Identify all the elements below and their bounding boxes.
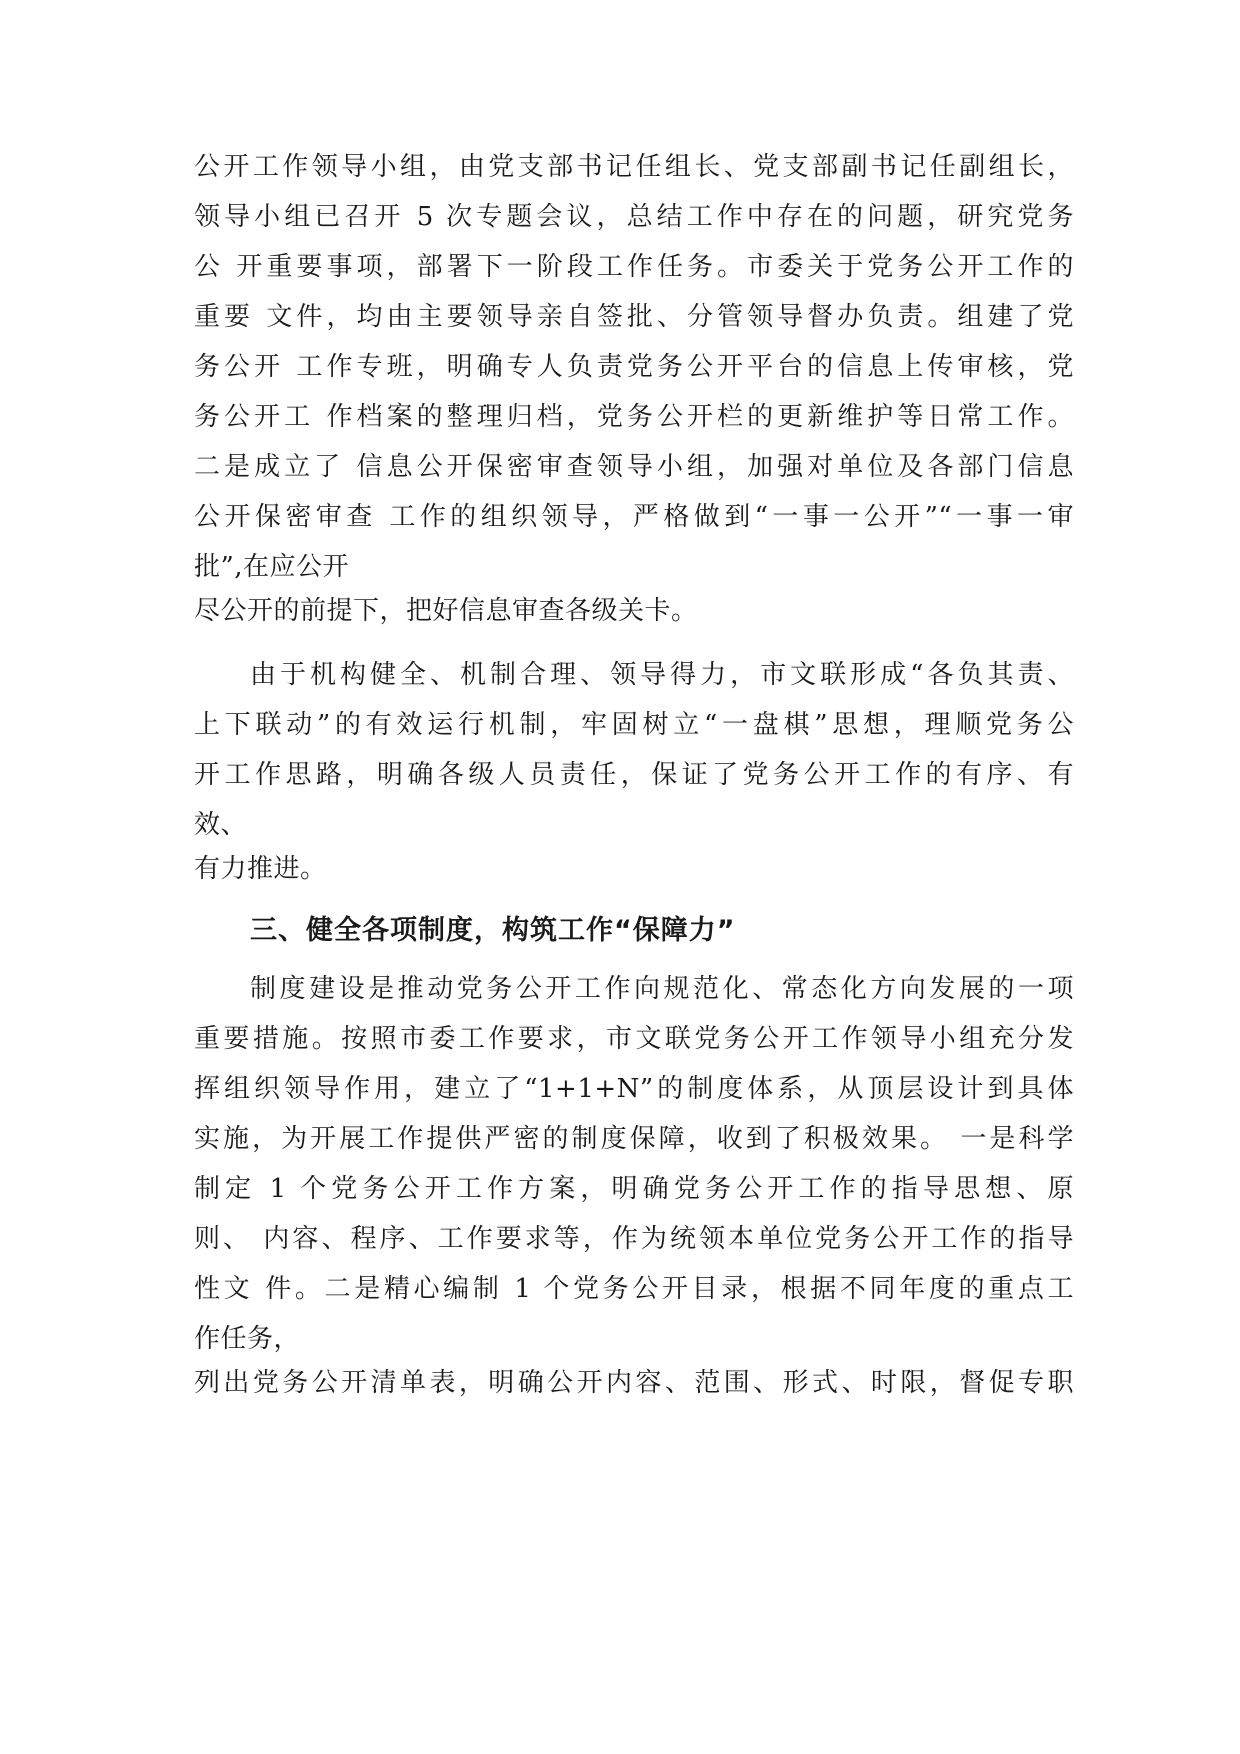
text-line: 效、 <box>194 810 248 840</box>
text-line: 务公开工 作档案的整理归档，党务公开栏的更新维护等日常工作。 <box>194 402 1074 432</box>
text-line: 公 开重要事项，部署下一阶段工作任务。市委关于党务公开工作的 <box>194 252 1074 282</box>
text-line: 上下联动”的有效运行机制，牢固树立“一盘棋”思想，理顺党务公 <box>194 710 1074 740</box>
text-line: 二是成立了 信息公开保密审查领导小组，加强对单位及各部门信息 <box>194 452 1074 482</box>
text-line: 性文 件。二是精心编制 1 个党务公开目录，根据不同年度的重点工 <box>194 1274 1074 1304</box>
text-line: 公开工作领导小组，由党支部书记任组长、党支部副书记任副组长， <box>194 152 1074 182</box>
text-line: 重要 文件，均由主要领导亲自签批、分管领导督办负责。组建了党 <box>194 302 1074 332</box>
text-line: 作任务， <box>194 1324 301 1354</box>
text-line: 领导小组已召开 5 次专题会议，总结工作中存在的问题，研究党务 <box>194 202 1074 232</box>
text-line: 则、 内容、程序、工作要求等，作为统领本单位党务公开工作的指导 <box>194 1224 1074 1254</box>
text-line: 实施，为开展工作提供严密的制度保障，收到了积极效果。 一是科学 <box>194 1124 1074 1154</box>
text-line: 挥组织领导作用，建立了“1+1+N”的制度体系，从顶层设计到具体 <box>194 1074 1074 1104</box>
text-line: 开工作思路，明确各级人员责任，保证了党务公开工作的有序、有 <box>194 760 1074 790</box>
text-line: 有力推进。 <box>194 854 327 884</box>
section-heading: 三、健全各项制度，构筑工作“保障力” <box>250 915 736 946</box>
paragraph-first-line: 制度建设是推动党务公开工作向规范化、常态化方向发展的一项 <box>250 974 1074 1004</box>
text-line: 公开保密审查 工作的组织领导，严格做到“一事一公开”“一事一审 <box>194 502 1074 532</box>
text-line: 列出党务公开清单表，明确公开内容、范围、形式、时限，督促专职 <box>194 1368 1074 1398</box>
text-line: 批”,在应公开 <box>194 552 350 582</box>
text-line: 尽公开的前提下，把好信息审查各级关卡。 <box>194 596 698 626</box>
text-line: 务公开 工作专班，明确专人负责党务公开平台的信息上传审核，党 <box>194 352 1074 382</box>
text-line: 制定 1 个党务公开工作方案，明确党务公开工作的指导思想、原 <box>194 1174 1074 1204</box>
paragraph-first-line: 由于机构健全、机制合理、领导得力，市文联形成“各负其责、 <box>250 660 1074 690</box>
text-line: 重要措施。按照市委工作要求，市文联党务公开工作领导小组充分发 <box>194 1024 1074 1054</box>
